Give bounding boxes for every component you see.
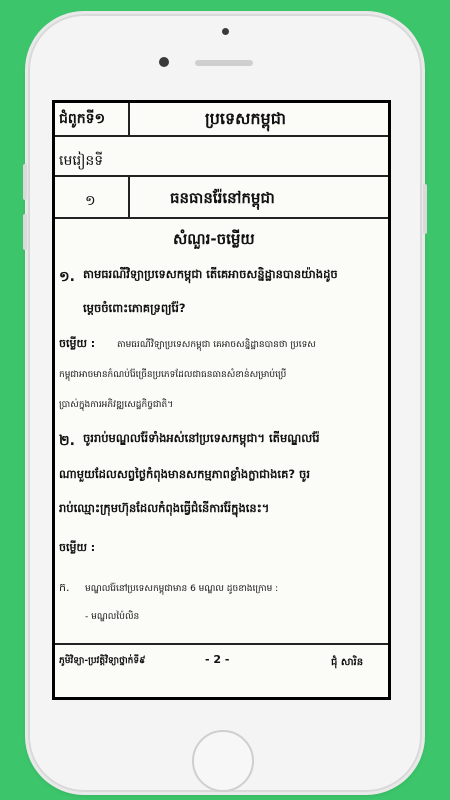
answer-label: ចម្លើយ : [59,337,96,350]
footer-right: ជុំ សារិន [331,657,364,668]
front-camera-icon [159,57,169,67]
page-number: - 2 - [205,653,230,666]
answer-label: ចម្លើយ : [59,541,96,554]
bullet-item: - មណ្ឌលប៉ៃលិន [85,612,140,622]
footer-left: ភូមិវិទ្យា-ប្រវត្តិវិទ្យាថ្នាក់ទី៩ [59,656,146,666]
power-button [423,184,427,234]
footer-rule [55,643,388,645]
chapter-title: ប្រទេសកម្ពុជា [205,109,286,128]
proximity-sensor [222,28,229,35]
volume-button [23,214,27,250]
chapter-label: ជំពូកទី១ [59,111,106,127]
divider [128,177,130,219]
section-heading: សំណួរ-ចម្លើយ [173,230,255,248]
lesson-number: ១ [85,193,96,209]
item-label: ក. [59,581,70,594]
volume-button [23,164,27,200]
question-text: ម្តេចចំពោះភោគទ្រព្យរ៉ែ? [83,301,186,315]
answer-text: តាមធរណីវិទ្យាប្រទេសកម្ពុជា គេអាចសន្និដ្ឋានបានថា ប្រទេស [117,340,316,350]
home-button[interactable] [192,730,254,792]
item-text: មណ្ឌលរ៉ែនៅប្រទេសកម្ពុជាមាន 6 មណ្ឌល ដូចខាងក្រោម : [85,584,279,594]
lesson-label: មេរៀនទី [59,153,104,169]
answer-text: កម្ពុជាអាចមានកំណប់រ៉ែច្រើនប្រភេទដែលជាធនធានសំខាន់សម្រាប់ប្រើ [59,370,287,380]
question-text: ចូររាប់មណ្ឌលរ៉ែទាំងអស់នៅប្រទេសកម្ពុជា។ តើមណ្ឌលរ៉ែ [83,431,320,445]
question-text: រាប់ឈ្មោះក្រុមហ៊ុនដែលកំពុងធ្វើជំនើការរ៉ែក្នុងនេះ។ [59,501,270,515]
lesson-title: ធនធានរ៉ែនៅកម្ពុជា [170,189,275,207]
earpiece-speaker [195,60,253,66]
question-number: ២. [59,433,75,449]
answer-text: ប្រាស់ក្នុងការអភិវឌ្ឍសេដ្ឋកិច្ចជាតិ។ [59,400,174,410]
question-number: ១. [59,269,75,285]
phone-screen[interactable] [52,100,391,700]
divider [128,103,130,137]
lesson-row [55,137,388,177]
document-page[interactable] [55,103,388,697]
question-text: តាមធរណីវិទ្យាប្រទេសកម្ពុជា តើគេអាចសន្និដ្ឋានបានយ៉ាងដូច [83,267,338,281]
question-text: ណាមួយដែលសព្វថ្ងៃកំពុងមានសកម្មភាពខ្លាំងក្លាជាងគេ? ចូរ [59,467,311,481]
